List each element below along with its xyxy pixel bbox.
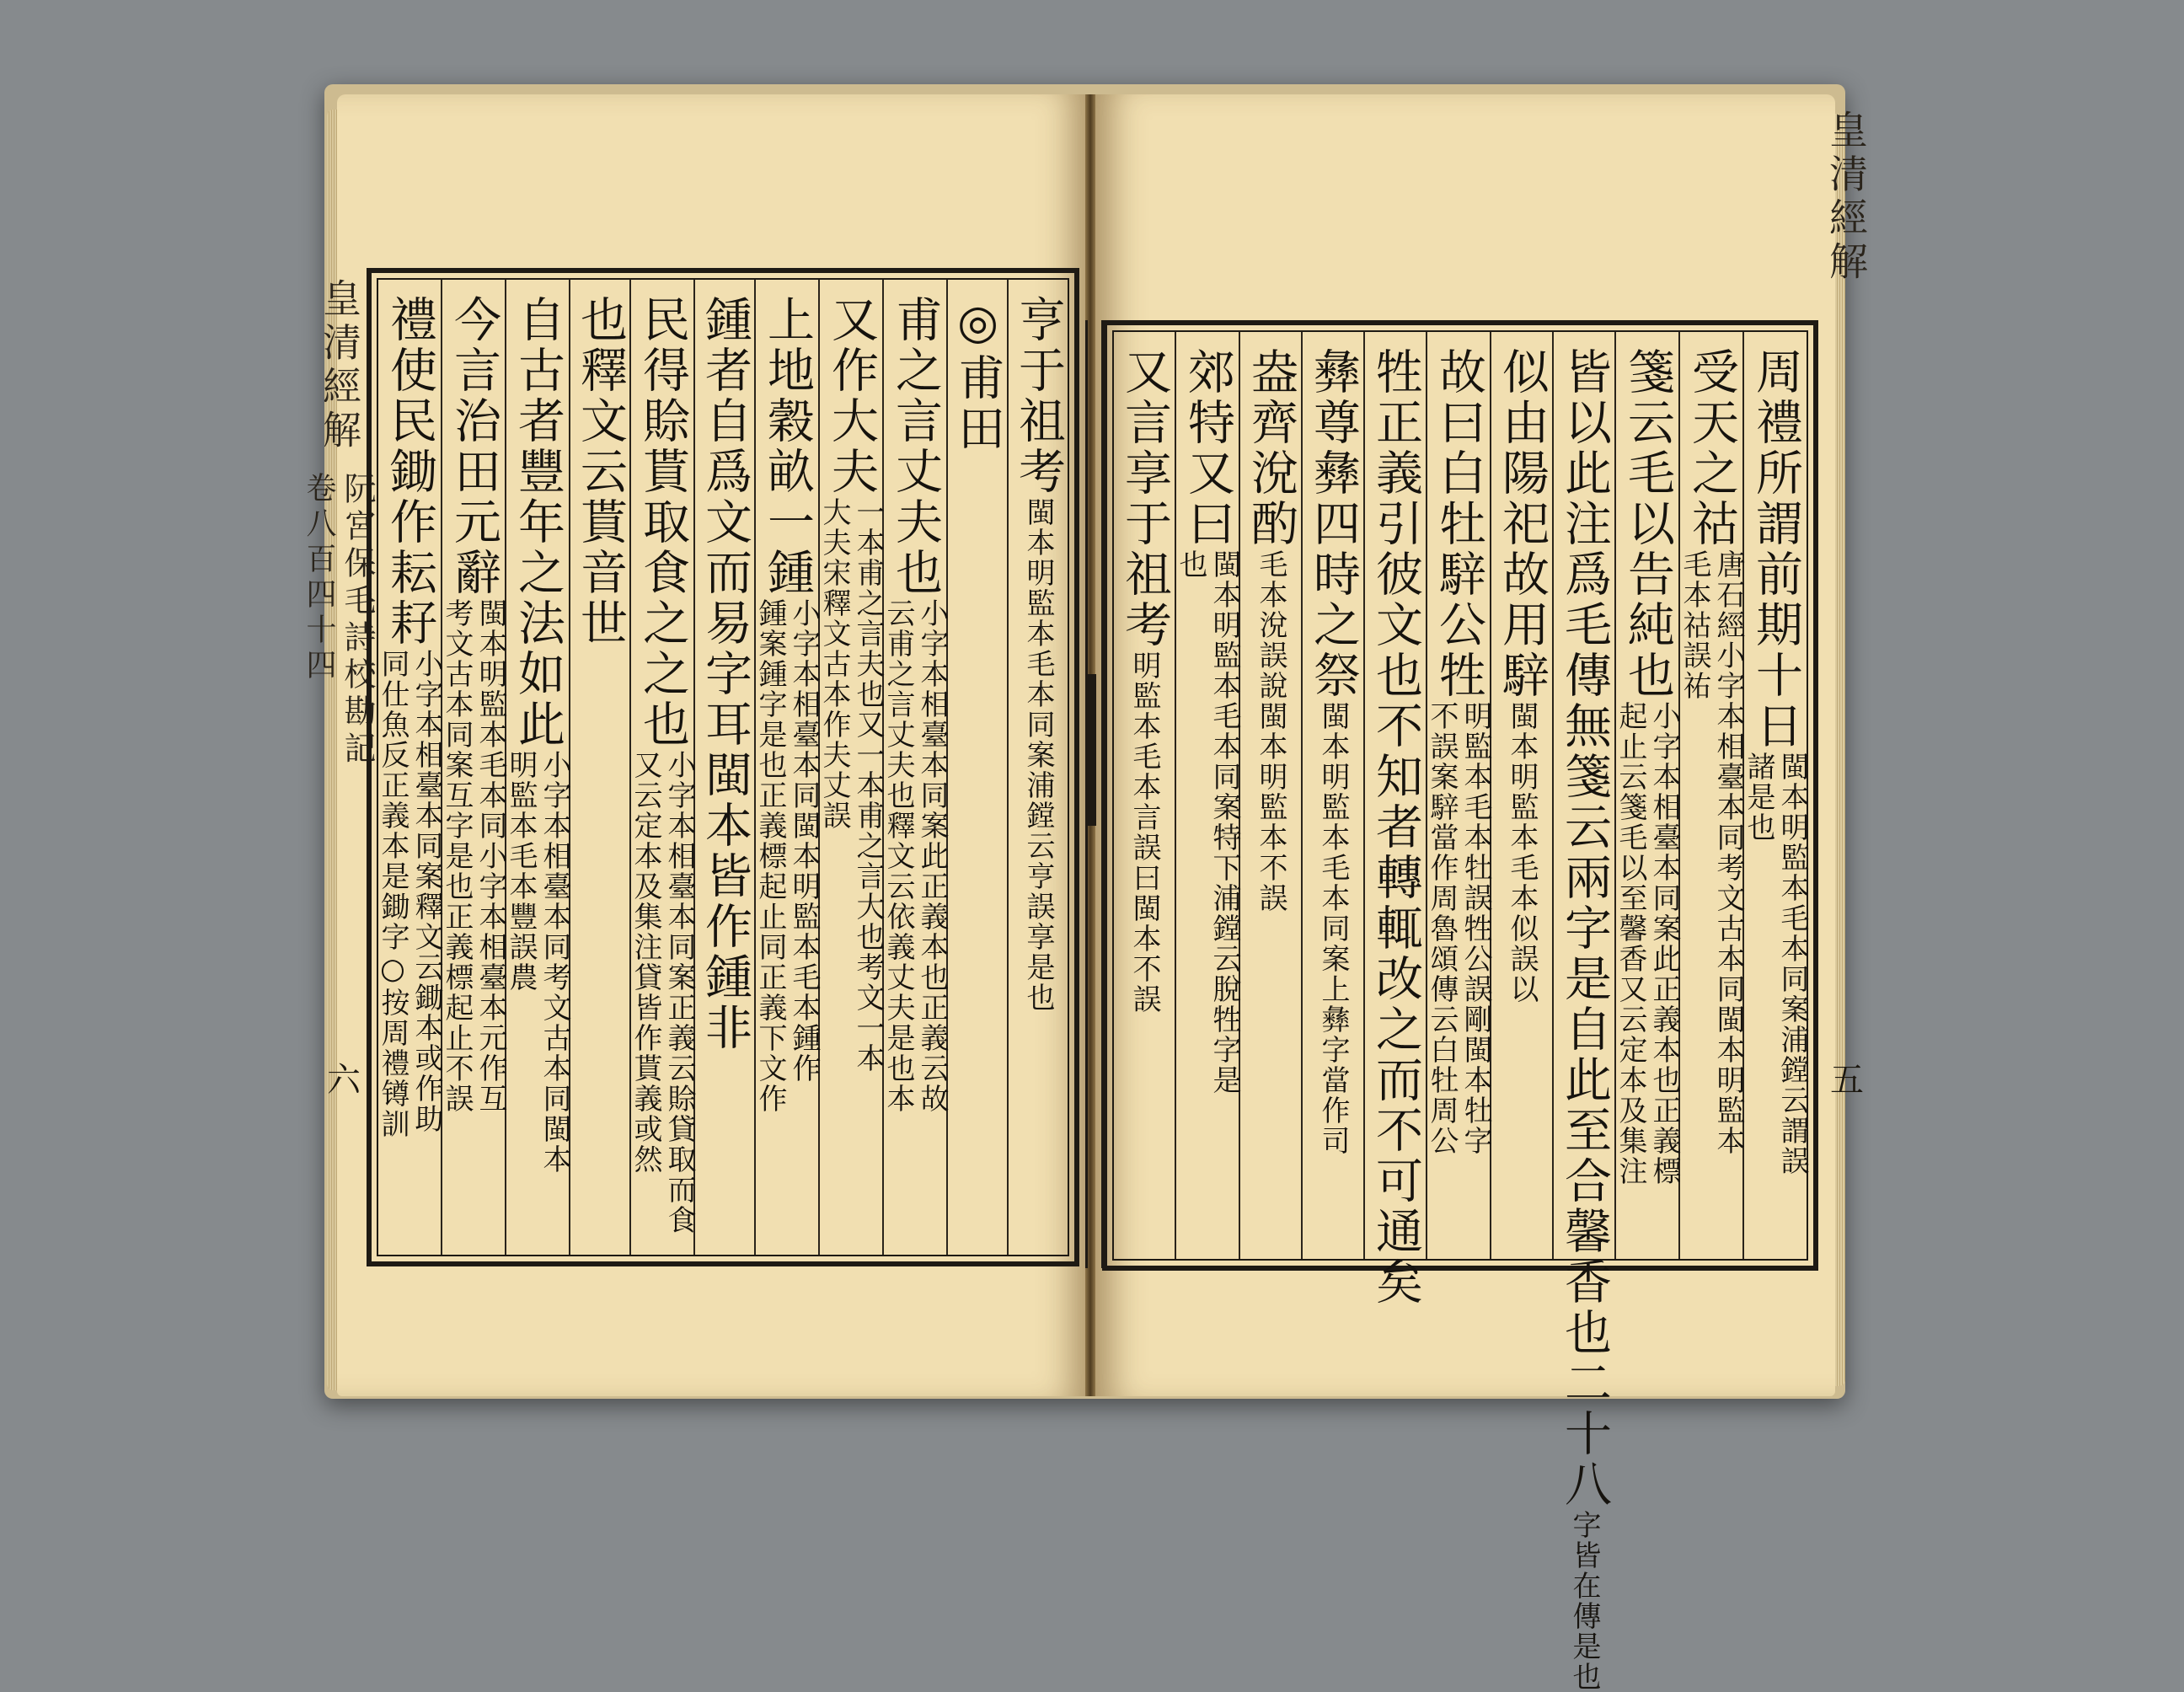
- column-main-text: ◎甫田: [950, 295, 1005, 454]
- text-column: [693, 280, 754, 1255]
- column-annotation-text: 起止云箋毛以至馨香又云定本及集注: [1614, 701, 1647, 1186]
- text-column: [1426, 332, 1490, 1259]
- text-column: [569, 280, 629, 1255]
- annotation-pair: [1256, 549, 1285, 913]
- annotation-pair: [1614, 701, 1681, 1186]
- column-annotation-text: 諸是也: [1742, 752, 1775, 843]
- column-annotation-text: 毛本祜誤祐: [1678, 549, 1711, 701]
- column-main-text: 箋云毛以告純也: [1620, 347, 1675, 701]
- right-page-number: 五: [1830, 1061, 1864, 1100]
- text-column: [1552, 332, 1614, 1692]
- column-main-text: 甫之言丈夫也: [888, 295, 943, 598]
- column-main-text: 受天之祜: [1684, 347, 1739, 549]
- column-annotation-text: 閩本明監本毛本同小字本相臺本元作互: [474, 598, 507, 1114]
- column-main-text: 民得賒貰取食之之也: [635, 295, 690, 750]
- column-main-text: 鍾者自爲文而易字耳閩本皆作鍾非: [698, 295, 752, 1053]
- right-spine-title: 皇清經解: [1823, 110, 1869, 285]
- text-column: [441, 280, 505, 1255]
- annotation-pair: [1744, 752, 1807, 1176]
- column-annotation-text: 字皆在傳是也: [1567, 1510, 1601, 1692]
- column-annotation-text: 唐石經小字本相臺本同考文古本同閩本明監本: [1711, 549, 1745, 1156]
- annotation-pair: [629, 750, 696, 1235]
- annotation-pair: [1505, 701, 1539, 1004]
- column-main-text: 上地穀畝一鍾: [760, 295, 815, 598]
- column-main-text: 也釋文云貰音世: [573, 295, 628, 649]
- column-annotation-text: 考文古本同案互字是也正義標起止不誤: [440, 598, 474, 1114]
- column-annotation-text: 鍾案鍾字是也正義標起止同正義下文作: [753, 598, 787, 1114]
- text-column: [1742, 332, 1807, 1259]
- annotation-pair: [1316, 701, 1350, 1156]
- column-main-text: 似由陽祀故用騂: [1495, 347, 1550, 701]
- column-main-text: 今言治田元辭: [447, 295, 501, 598]
- annotation-pair: [1567, 1510, 1601, 1692]
- left-spine-title: 皇清經解: [317, 278, 362, 453]
- annotation-pair: [1021, 497, 1055, 1013]
- annotation-pair: [1176, 549, 1239, 1095]
- text-column: [881, 280, 949, 1255]
- text-column: [1678, 332, 1745, 1259]
- annotation-pair: [506, 750, 569, 1175]
- annotation-pair: [1127, 651, 1161, 1015]
- annotation-pair: [753, 598, 821, 1114]
- column-annotation-text: 小字本相臺本同案此正義本也正義標: [1647, 701, 1681, 1186]
- right-text-frame: [1102, 320, 1818, 1692]
- column-annotation-text: 又云定本及集注貸皆作貰義或然: [629, 750, 662, 1175]
- annotation-pair: [817, 497, 885, 1074]
- annotation-pair: [881, 598, 949, 1114]
- left-page-number: 六: [327, 1061, 361, 1100]
- column-annotation-text: 明監本毛本牡誤牲公誤剛閩本牡字: [1459, 701, 1492, 1156]
- column-annotation-text: 毛本涗誤說閩本明監本不誤: [1254, 549, 1287, 913]
- text-column: [1114, 332, 1175, 1259]
- text-column: [1301, 332, 1363, 1259]
- right-column-grid: [1112, 330, 1809, 1692]
- column-main-text: 又作大夫: [824, 295, 879, 497]
- text-column: [505, 280, 569, 1255]
- column-annotation-text: 閩本明監本毛本似誤以: [1505, 701, 1539, 1004]
- text-column: [1239, 332, 1301, 1259]
- column-main-text: 皆以此注爲毛傳無箋云兩字是自此至合馨香也二十八: [1557, 347, 1612, 1510]
- text-column: [1614, 332, 1681, 1259]
- annotation-pair: [442, 598, 505, 1114]
- column-main-text: 禮使民鋤作耘耔: [383, 295, 437, 649]
- column-annotation-text: 閩本明監本毛本同案特下浦鏜云脫牲字是: [1207, 549, 1241, 1095]
- column-annotation-text: 同仕魚反正義本是鋤字○按周禮𨱔訓: [376, 649, 410, 1139]
- column-main-text: 亨于祖考: [1011, 295, 1066, 497]
- column-main-text: 郊特又曰: [1180, 347, 1235, 549]
- text-column: [1490, 332, 1552, 1259]
- column-annotation-text: 閩本明監本毛本同案浦鏜云謂誤: [1775, 752, 1809, 1176]
- column-annotation-text: 小字本相臺本同案釋文云鋤本或作助: [410, 649, 443, 1134]
- column-main-text: 自古者豐年之法如此: [511, 295, 565, 750]
- column-annotation-text: 閩本明監本毛本同案上彝字當作司: [1316, 701, 1350, 1156]
- column-main-text: 彝尊彝四時之祭: [1306, 347, 1361, 701]
- column-annotation-text: 大夫宋釋文古本作夫丈誤: [817, 497, 851, 831]
- text-column: [1175, 332, 1239, 1259]
- column-annotation-text: 小字本相臺本同考文古本同閩本: [538, 750, 571, 1175]
- text-column: [629, 280, 696, 1255]
- column-annotation-text: 不誤案騂當作周魯頌傳云白牡周公: [1425, 701, 1459, 1156]
- column-annotation-text: 閩本明監本毛本同案浦鏜云亨誤享是也: [1021, 497, 1055, 1013]
- column-annotation-text: 明監本毛本豐誤農: [504, 750, 538, 993]
- column-annotation-text: 一本甫之言夫也又一本甫之言大也考文一本: [851, 497, 885, 1074]
- left-spine-volume: 卷八百四十四: [302, 472, 336, 684]
- annotation-pair: [378, 649, 441, 1139]
- column-annotation-text: 也: [1174, 549, 1207, 580]
- column-annotation-text: 云甫之言丈夫也釋文云依義丈夫是也本: [881, 598, 915, 1114]
- column-annotation-text: 小字本相臺本同案此正義本也正義云故: [915, 598, 949, 1114]
- column-annotation-text: 小字本相臺本同案正義云賒貸取而食: [662, 750, 696, 1235]
- center-fishtail: [1085, 320, 1104, 1268]
- text-column: [946, 280, 1007, 1255]
- left-column-grid: [377, 278, 1069, 1256]
- text-column: [817, 280, 885, 1255]
- fishtail-notch: [1088, 674, 1096, 826]
- column-annotation-text: 小字本相臺本同閩本明監本毛本鍾作: [787, 598, 821, 1084]
- column-annotation-text: 明監本毛本言誤曰閩本不誤: [1127, 651, 1161, 1015]
- annotation-pair: [1427, 701, 1490, 1156]
- text-column: [753, 280, 821, 1255]
- text-column: [378, 280, 441, 1255]
- text-column: [1007, 280, 1068, 1255]
- left-text-frame: [367, 268, 1079, 1266]
- left-spine-source: 阮宮保毛詩校勘記: [339, 472, 376, 768]
- column-main-text: 牲正義引彼文也不知者轉輒改之而不可通矣: [1368, 347, 1423, 1308]
- text-column: [1363, 332, 1426, 1308]
- annotation-pair: [1678, 549, 1745, 1156]
- column-main-text: 周禮所謂前期十日: [1748, 347, 1803, 752]
- column-main-text: 故曰白牡騂公牲: [1432, 347, 1486, 701]
- column-main-text: 又言享于祖考: [1117, 347, 1172, 651]
- column-main-text: 盎齊涗酌: [1244, 347, 1298, 549]
